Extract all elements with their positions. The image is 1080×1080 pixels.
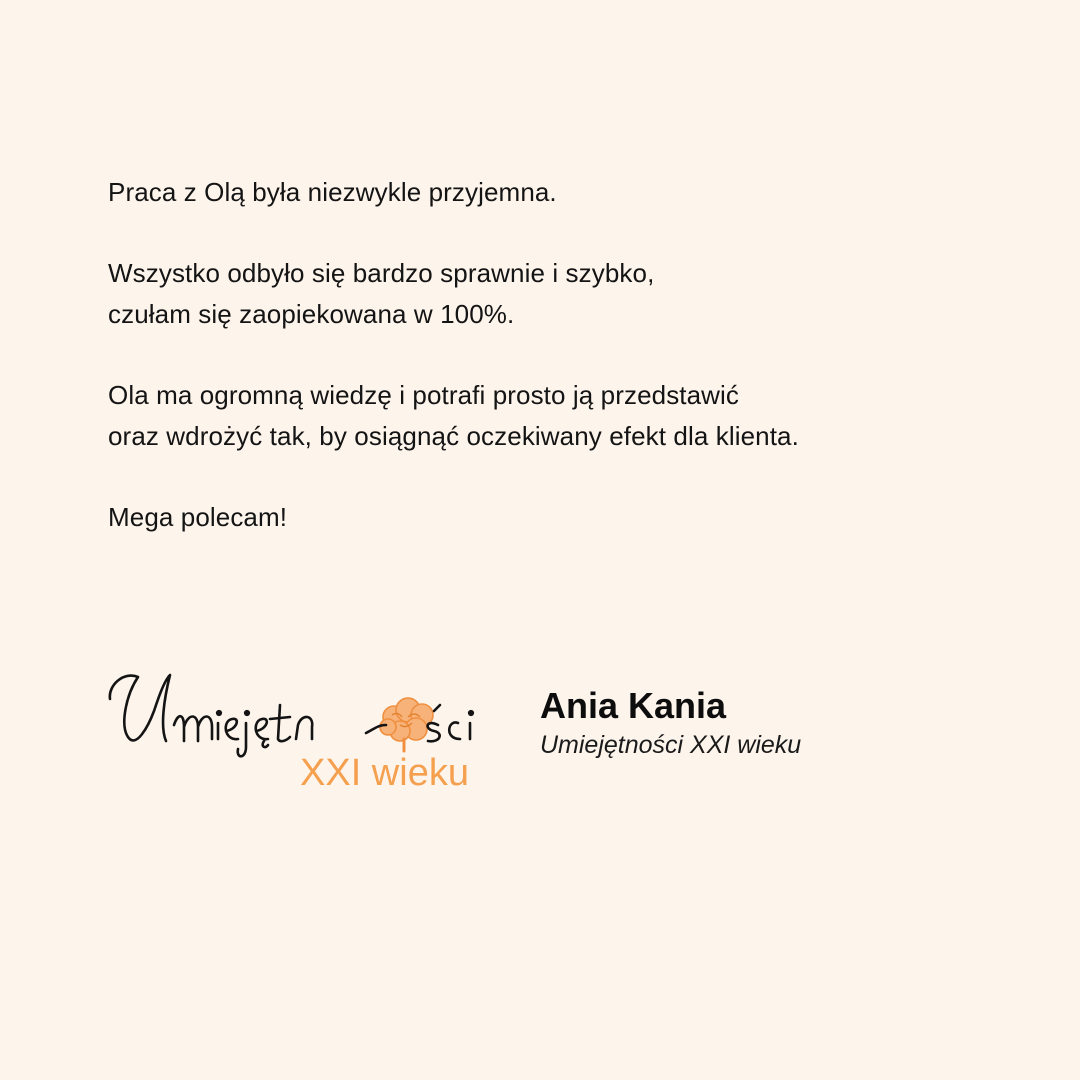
testimonial-line: czułam się zaopiekowana w 100%.: [108, 299, 515, 329]
brand-logo: [104, 655, 504, 795]
author-block: [540, 684, 1000, 762]
author-name: Ania Kania: [540, 685, 727, 726]
testimonial-paragraph: [108, 253, 988, 335]
testimonial-paragraph: [108, 375, 988, 457]
testimonial-line: Praca z Olą była niezwykle przyjemna.: [108, 177, 557, 207]
author-organization: Umiejętności XXI wieku: [540, 731, 802, 759]
brand-logo-graphic: [104, 655, 504, 795]
logo-subtitle: XXI wieku: [300, 752, 469, 794]
testimonial-text: [108, 172, 988, 578]
brain-icon: [380, 698, 433, 751]
testimonial-paragraph: [108, 497, 988, 538]
testimonial-line: Ola ma ogromną wiedzę i potrafi prosto ją przedstawić: [108, 380, 740, 410]
testimonial-line: oraz wdrożyć tak, by osiągnąć oczekiwany efekt dla klienta.: [108, 421, 799, 451]
testimonial-paragraph: [108, 172, 988, 213]
testimonial-line: Mega polecam!: [108, 502, 288, 532]
testimonial-line: Wszystko odbyło się bardzo sprawnie i szybko,: [108, 258, 655, 288]
